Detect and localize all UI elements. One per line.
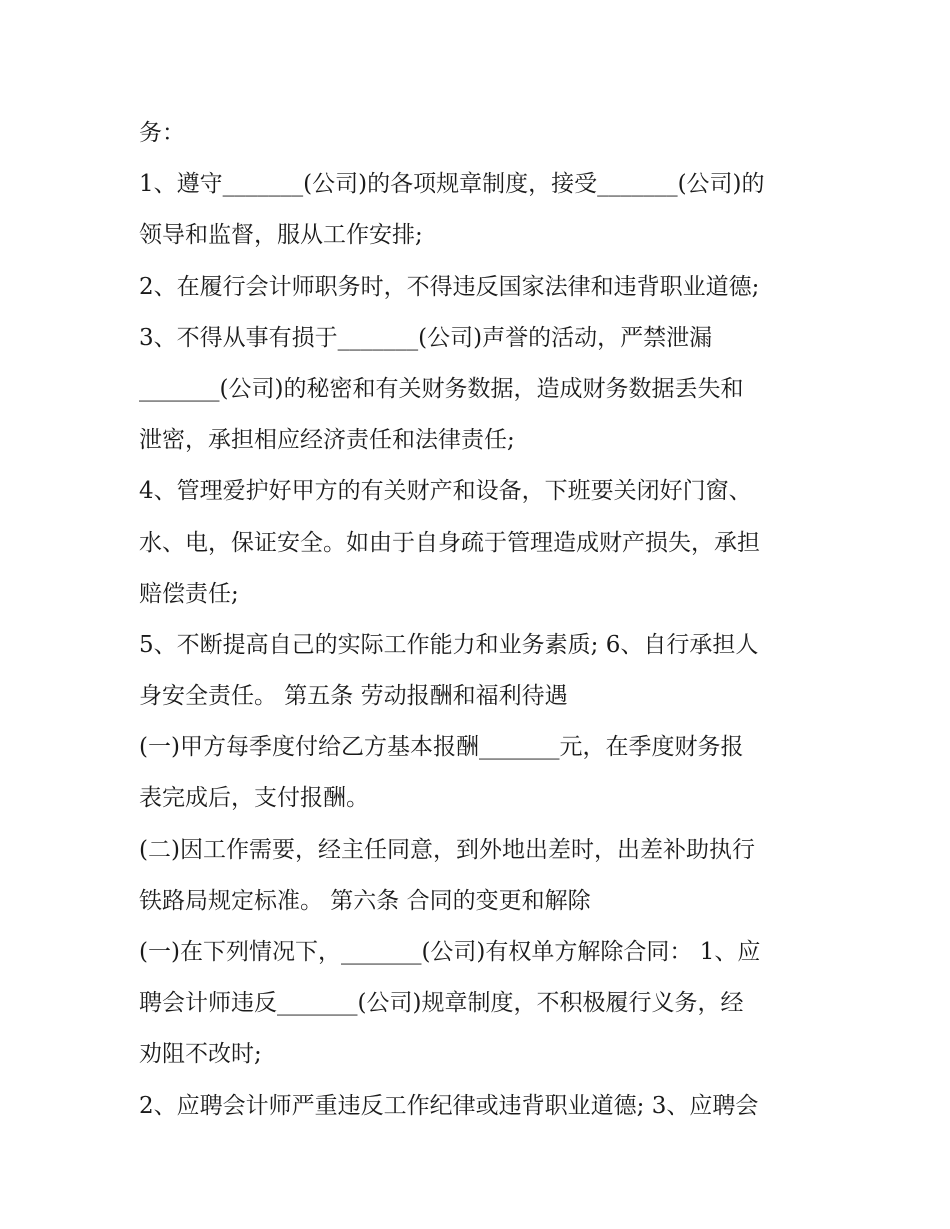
contract-body-text xyxy=(139,108,819,1132)
text-line: 赔偿责任; xyxy=(139,580,239,607)
text-line: 3、不得从事有损于_______(公司)声誉的活动，严禁泄漏 xyxy=(139,324,713,351)
text-line: 泄密，承担相应经济责任和法律责任; xyxy=(139,427,515,454)
text-line: 劝阻不改时; xyxy=(139,1041,262,1068)
text-line: 水、电，保证安全。如由于自身疏于管理造成财产损失，承担 xyxy=(139,529,760,556)
text-line: 聘会计师违反_______(公司)规章制度，不积极履行义务，经 xyxy=(139,990,744,1017)
text-line: 4、管理爱护好甲方的有关财产和设备，下班要关闭好门窗、 xyxy=(139,478,752,505)
text-line: 表完成后，支付报酬。 xyxy=(139,785,369,812)
text-line: 身安全责任。 第五条 劳动报酬和福利待遇 xyxy=(139,683,568,710)
text-line: _______(公司)的秘密和有关财务数据，造成财务数据丢失和 xyxy=(139,375,744,402)
text-line: 1、遵守_______(公司)的各项规章制度，接受_______(公司)的 xyxy=(139,171,765,198)
text-line: 5、不断提高自己的实际工作能力和业务素质; 6、自行承担人 xyxy=(139,631,759,658)
text-line: 铁路局规定标准。 第六条 合同的变更和解除 xyxy=(139,887,591,914)
text-line: (一)甲方每季度付给乙方基本报酬_______元，在季度财务报 xyxy=(139,734,744,761)
text-line: 2、在履行会计师职务时，不得违反国家法律和违背职业道德; xyxy=(139,273,760,300)
text-line: (一)在下列情况下，_______(公司)有权单方解除合同： 1、应 xyxy=(139,939,761,965)
text-line: 领导和监督，服从工作安排; xyxy=(139,222,423,249)
text-line: (二)因工作需要，经主任同意，到外地出差时，出差补助执行 xyxy=(139,836,755,863)
text-line: 2、应聘会计师严重违反工作纪律或违背职业道德; 3、应聘会 xyxy=(139,1092,759,1119)
text-line: 务： xyxy=(139,120,185,146)
